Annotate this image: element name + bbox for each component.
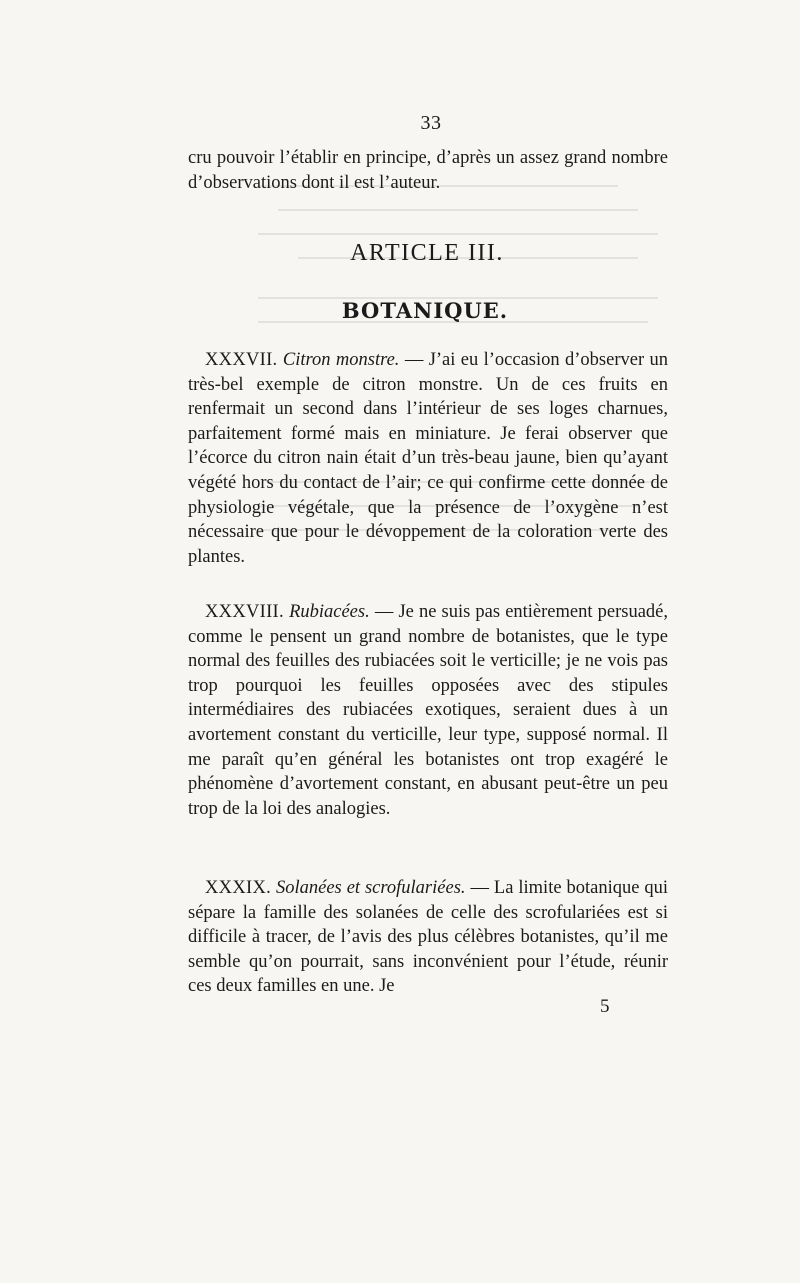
entry-paragraph	[188, 348, 668, 569]
entry-xxxvii	[188, 348, 668, 569]
entry-paragraph	[188, 876, 668, 999]
signature-mark: 5	[600, 996, 610, 1017]
entry-numeral: XXXIX.	[205, 878, 272, 898]
entry-body: — J’ai eu l’occasion d’observer un très-bel exemple de citron monstre. Un de ces fruits en renfermait un second dans l’intérieur de ses loges charnues, parfaitement formé mais en miniature. Je ferai observer que l’écorce du citron nain était d’un très-beau jaune, bien qu’ayant végété hors du contact de l’air; ce qui confirme cette donnée de physiologie végétale, que la présence de l’oxygène n’est nécessaire que pour le dévoppement de la coloration verte des plantes.	[188, 350, 668, 567]
entry-numeral: XXXVIII.	[205, 602, 284, 622]
entry-title: Rubiacées.	[289, 602, 370, 622]
section-heading: BOTANIQUE.	[341, 298, 509, 323]
article-heading: ARTICLE III.	[350, 240, 504, 266]
entry-title: Citron monstre.	[282, 350, 400, 370]
entry-xxxviii	[188, 600, 668, 821]
entry-title: Solanées et scrofulariées.	[275, 878, 466, 898]
entry-numeral: XXXVII.	[205, 350, 278, 370]
entry-body: — La limite botanique qui sépare la famille des solanées de celle des scrofulariées est si difficile à tracer, de l’avis des plus célèbres botanistes, qu’il me semble qu’on pourrait, sans inconvénient pour l’étude, réunir ces deux familles en une. Je	[188, 878, 669, 997]
page-number: 33	[420, 112, 442, 134]
entry-paragraph	[188, 600, 668, 821]
intro-text: cru pouvoir l’établir en principe, d’après un assez grand nombre d’observations dont il est l’auteur.	[188, 148, 668, 193]
entry-xxxix	[188, 876, 668, 999]
entry-body: — Je ne suis pas entièrement persuadé, comme le pensent un grand nombre de botanistes, que le type normal des feuilles des rubiacées soit le verticille; je ne vois pas trop pourquoi les feuilles opposées avec des stipules intermédiaires des rubiacées exotiques, seraient dues à un avortement constant du verticille, leur type, supposé normal. Il me paraît qu’en général les botanistes ont trop exagéré le phénomène d’avortement constant, en abusant peut-être un peu trop de la loi des analogies.	[188, 602, 668, 819]
intro-paragraph	[188, 146, 668, 195]
